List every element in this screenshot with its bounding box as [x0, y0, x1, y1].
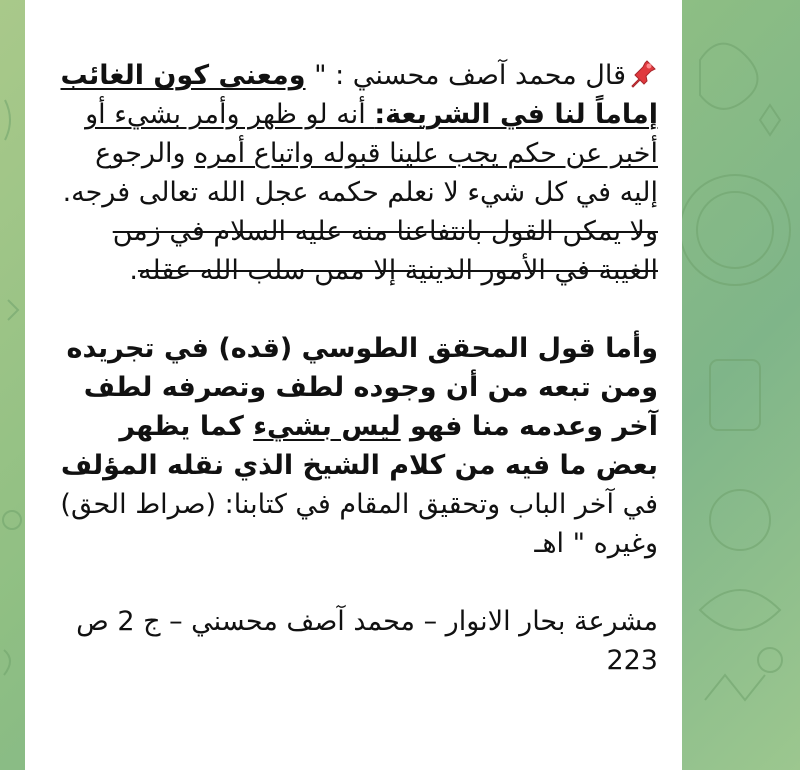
paragraph-3-normal: في آخر الباب وتحقيق المقام في كتابنا: (صراط الحق) وغيره " اهـ: [60, 489, 658, 559]
paragraph-gap: [49, 290, 658, 329]
source-citation: مشرعة بحار الانوار – محمد آصف محسني – ج 2 ص 223: [76, 606, 658, 676]
pushpin-icon: [628, 58, 658, 88]
message-paragraph-1: [49, 56, 658, 212]
bold-text-a: وأما قول المحقق الطوسي (قده) في تجريده ومن تبعه من أن وجوده لطف وتصرفه لطف آخر وعدمه منا فهو: [66, 333, 658, 442]
message-paragraph-2: [49, 212, 658, 290]
message-paragraph-4: [49, 602, 658, 680]
bold-text-b: كما يظهر بعض ما فيه من كلام الشيخ الذي نقله المؤلف: [60, 411, 658, 481]
bold-underlined-heading: ومعنى كون الغائب إماماً لنا في الشريعة:: [60, 60, 658, 130]
underlined-sentence: أنه لو ظهر وأمر بشيء أو أخبر عن حكم يجب علينا قبوله واتباع أمره: [85, 99, 658, 169]
bold-underlined-phrase: ليس بشيء: [253, 411, 401, 442]
message-bubble: [25, 0, 682, 770]
paragraph-2-end: .: [129, 255, 138, 286]
struck-through-sentence: ولا يمكن القول بانتفاعنا منه عليه السلام في زمن الغيبة في الأمور الدينية إلا ممن سلب الله عقله: [112, 216, 658, 286]
paragraph-gap: [49, 563, 658, 602]
paragraph-1-rest: والرجوع إليه في كل شيء لا نعلم حكمه عجل الله تعالى فرجه.: [62, 138, 658, 208]
message-paragraph-3: [49, 329, 658, 563]
quote-intro: قال محمد آصف محسني : ": [305, 60, 626, 91]
